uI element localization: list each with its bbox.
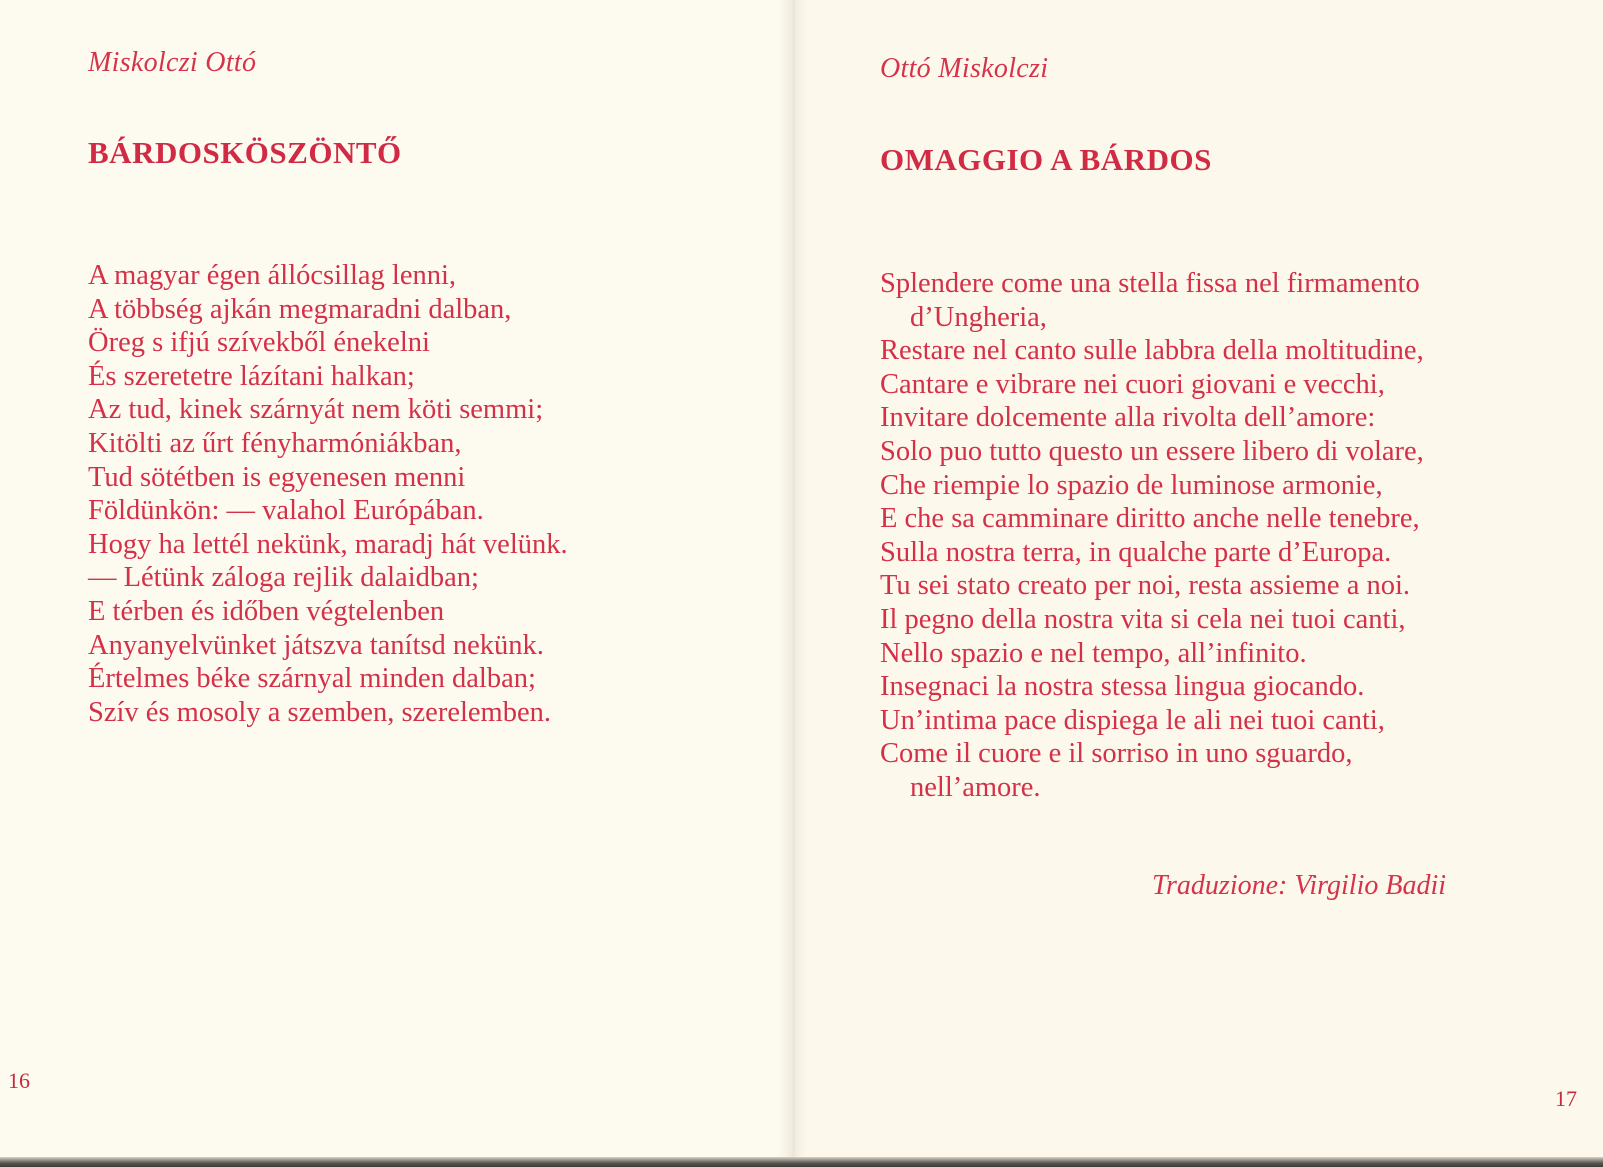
left-author: Miskolczi Ottó — [88, 47, 257, 78]
poem-line: Insegnaci la nostra stessa lingua giocando. — [880, 671, 1365, 703]
poem-line: Splendere come una stella fissa nel firmamento — [880, 268, 1420, 299]
right-title: OMAGGIO A BÁRDOS — [880, 142, 1212, 177]
book-gutter — [778, 0, 808, 1157]
poem-line: Anyanyelvünket játszva tanítsd nekünk. — [88, 629, 544, 661]
poem-line: — Létünk záloga rejlik dalaidban; — [88, 562, 479, 594]
poem-line: Tu sei stato creato per noi, resta assieme a noi. — [880, 570, 1411, 602]
poem-line: E che sa camminare diritto anche nelle tenebre, — [880, 503, 1420, 535]
poem-line: Come il cuore e il sorriso in uno sguardo, — [880, 738, 1353, 770]
right-poem — [880, 267, 1424, 805]
poem-line: A magyar égen állócsillag lenni, — [88, 260, 457, 291]
poem-line: És szeretetre lázítani halkan; — [88, 360, 415, 392]
translator-credit: Traduzione: Virgilio Badii — [1152, 870, 1447, 901]
poem-line: Szív és mosoly a szemben, szerelemben. — [88, 696, 551, 728]
poem-line: Un’intima pace dispiega le ali nei tuoi canti, — [880, 704, 1385, 736]
poem-line: nell’amore. — [910, 771, 1041, 803]
poem-line: Kitölti az űrt fényharmóniákban, — [88, 427, 462, 459]
poem-line: Hogy ha lettél nekünk, maradj hát velünk. — [88, 528, 568, 560]
poem-line: Az tud, kinek szárnyát nem köti semmi; — [88, 394, 544, 426]
poem-line: Che riempie lo spazio de luminose armonie, — [880, 469, 1383, 501]
poem-line: Tud sötétben is egyenesen menni — [88, 461, 466, 493]
left-title: BÁRDOSKÖSZÖNTŐ — [88, 135, 402, 170]
poem-line: Földünkön: — valahol Európában. — [88, 495, 484, 527]
poem-line: d’Ungheria, — [910, 301, 1047, 333]
poem-line: Öreg s ifjú szívekből énekelni — [88, 327, 430, 359]
poem-line: Sulla nostra terra, in qualche parte d’Europa. — [880, 536, 1392, 568]
page-number-left: 16 — [8, 1068, 30, 1093]
poem-line: Il pegno della nostra vita si cela nei tuoi canti, — [880, 603, 1406, 635]
poem-line: Solo puo tutto questo un essere libero di volare, — [880, 435, 1424, 467]
poem-line: E térben és időben végtelenben — [88, 595, 445, 627]
right-author: Ottó Miskolczi — [880, 53, 1049, 84]
poem-line: Értelmes béke szárnyal minden dalban; — [88, 663, 536, 695]
poem-line: Restare nel canto sulle labbra della moltitudine, — [880, 335, 1424, 367]
page-number-right: 17 — [1555, 1086, 1577, 1111]
scan-bottom-edge — [0, 1157, 1603, 1167]
poem-line: Nello spazio e nel tempo, all’infinito. — [880, 637, 1307, 669]
left-poem — [88, 259, 568, 729]
poem-line: Cantare e vibrare nei cuori giovani e vecchi, — [880, 368, 1385, 400]
poem-line: Invitare dolcemente alla rivolta dell’amore: — [880, 402, 1376, 434]
poem-line: A többség ajkán megmaradni dalban, — [88, 293, 512, 325]
left-page — [0, 0, 792, 1157]
